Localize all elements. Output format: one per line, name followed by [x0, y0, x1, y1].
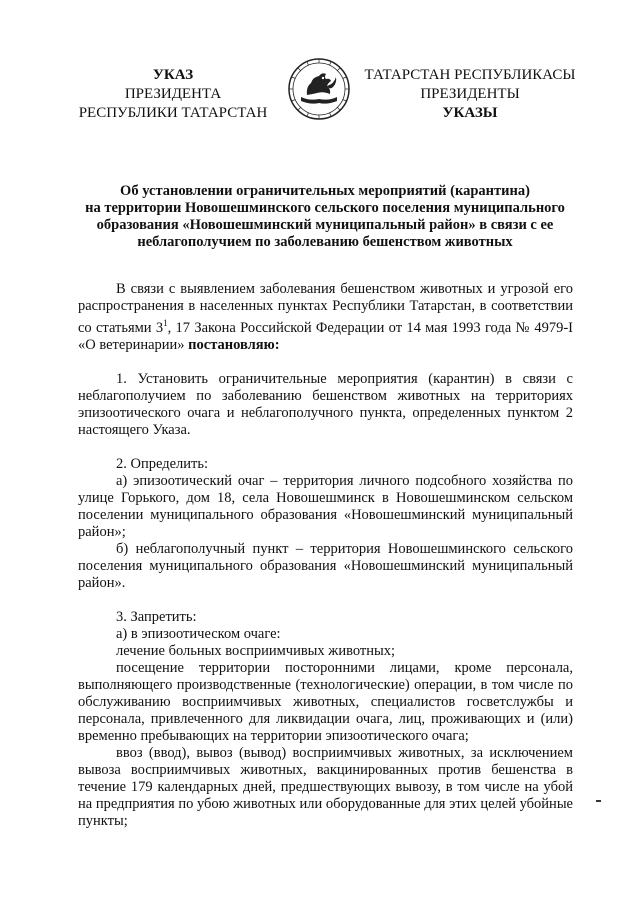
header-right-line1: ТАТАРСТАН РЕСПУБЛИКАСЫ	[364, 67, 576, 83]
item-3-p1: лечение больных восприимчивых животных;	[116, 642, 395, 659]
item-3-p3: ввоз (ввод), вывоз (вывод) восприимчивых животных, за исключением вывоза восприимчивых животных, вакцинированных против бешенства в течение 179 календарных дней, предшествующих вывозу, в том числе на убой на предприятия по убою животных или оборудованные для этих целей убойные пункты;	[78, 744, 573, 829]
header-right-line2: ПРЕЗИДЕНТЫ	[420, 86, 520, 102]
title-line4: неблагополучием по заболеванию бешенством животных	[137, 234, 513, 250]
title-line1: Об установлении ограничительных мероприятий (карантина)	[120, 183, 530, 199]
header-right-line3: УКАЗЫ	[442, 105, 498, 121]
header-left-line1: УКАЗ	[152, 67, 194, 83]
item-3-heading: 3. Запретить:	[116, 608, 197, 625]
item-3-a-heading: а) в эпизоотическом очаге:	[116, 625, 281, 642]
item-3-p2: посещение территории посторонними лицами, кроме персонала, выполняющего производственные (технологические) операции, в том числе по обслуживанию восприимчивых животных, специалистов госветслужбы и персонала, привлеченного для ликвидации очага, лиц, проживающих и (или) временно пребывающих на территории эпизоотического очага;	[78, 659, 573, 744]
intro-text-a: В связи с выявлением заболевания бешенством животных и угрозой его распространения в населенных пунктах Республики Татарстан, в соответствии со статьями 3	[78, 281, 573, 336]
header-right-block	[360, 66, 580, 123]
decree-body	[78, 281, 573, 830]
header-left-line2: ПРЕЗИДЕНТА	[124, 86, 222, 102]
page-mark	[596, 800, 601, 802]
title-line2: на территории Новошешминского сельского поселения муниципального	[85, 200, 565, 216]
item-2-a: а) эпизоотический очаг – территория личного подсобного хозяйства по улице Горького, дом 18, села Новошешминск в Новошешминском сельском поселении муниципального образования «Новошешминский муниципальный район»;	[78, 472, 573, 540]
intro-superscript: 1	[163, 318, 168, 328]
header-left-block	[68, 66, 278, 123]
decree-word: постановляю:	[188, 336, 280, 353]
item-2-b: б) неблагополучный пункт – территория Новошешминского сельского поселения муниципального образования «Новошешминский муниципальный район».	[78, 540, 573, 591]
intro-paragraph	[78, 281, 573, 354]
intro-text-b: , 17 Закона Российской Федерации от 14 мая 1993 года № 4979-I «О ветеринарии»	[78, 319, 573, 353]
item-2-heading: 2. Определить:	[116, 455, 209, 472]
coat-of-arms-icon	[287, 57, 351, 121]
decree-title	[60, 183, 590, 251]
item-1: 1. Установить ограничительные мероприятия (карантин) в связи с неблагополучием по заболеванию бешенством животных на территориях эпизоотического очага и неблагополучного пункта, определенных пунктом 2 настоящего Указа.	[78, 370, 573, 438]
title-line3: образования «Новошешминский муниципальный район» в связи с ее	[96, 217, 554, 233]
header-left-line3: РЕСПУБЛИКИ ТАТАРСТАН	[78, 105, 268, 121]
